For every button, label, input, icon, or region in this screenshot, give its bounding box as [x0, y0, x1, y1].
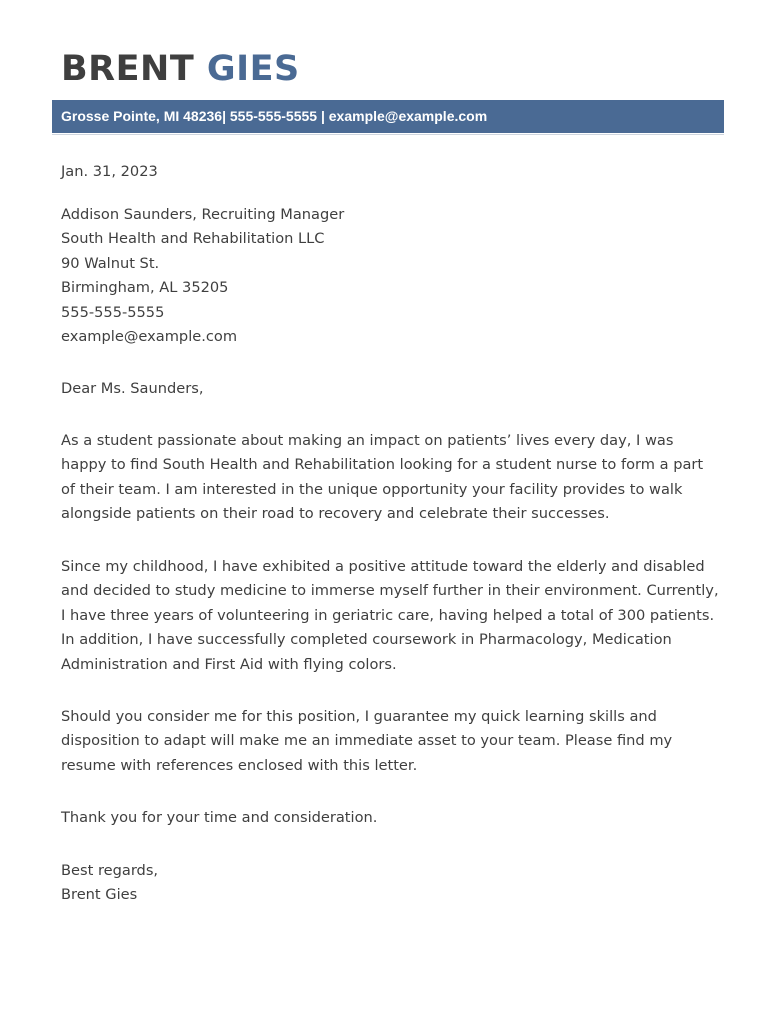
paragraph-line: disposition to adapt will make me an immediate asset to your team. Please find my	[61, 732, 673, 750]
paragraph-line: As a student passionate about making an impact on patients’ lives every day, I was	[61, 432, 674, 449]
applicant-name	[61, 47, 300, 91]
paragraph-line: happy to find South Health and Rehabilitation looking for a student nurse to form a part	[61, 456, 704, 474]
closing-phrase: Best regards,	[61, 862, 159, 879]
applicant-last-name: GIES	[206, 49, 300, 89]
paragraph-line: Should you consider me for this position, I guarantee my quick learning skills and	[61, 708, 657, 725]
body-paragraph-3	[61, 705, 731, 778]
contact-info-bar: Grosse Pointe, MI 48236| 555-555-5555 | example@example.com	[52, 100, 724, 133]
recipient-address-block	[61, 203, 731, 349]
paragraph-line: and decided to study medicine to immerse myself further in their environment. Currently,	[61, 582, 719, 600]
closing-block	[61, 859, 731, 908]
applicant-first-name: BRENT	[61, 49, 195, 89]
salutation: Dear Ms. Saunders,	[61, 380, 204, 397]
paragraph-line: of their team. I am interested in the unique opportunity your facility provides to walk	[61, 480, 683, 498]
paragraph-line: Administration and First Aid with flying colors.	[61, 655, 397, 673]
paragraph-line: In addition, I have successfully completed coursework in Pharmacology, Medication	[61, 631, 672, 649]
paragraph-line: I have three years of volunteering in geriatric care, having helped a total of 300 patients.	[61, 606, 715, 624]
body-paragraph-2	[61, 555, 731, 677]
paragraph-line: resume with references enclosed with this letter.	[61, 756, 418, 774]
signature-name: Brent Gies	[61, 886, 138, 904]
recipient-name-title: Addison Saunders, Recruiting Manager	[61, 206, 345, 223]
recipient-street: 90 Walnut St.	[61, 254, 160, 272]
letter-date: Jan. 31, 2023	[61, 163, 158, 180]
recipient-email: example@example.com	[61, 328, 238, 346]
paragraph-line: alongside patients on their road to recovery and celebrate their successes.	[61, 505, 610, 523]
recipient-phone: 555-555-5555	[61, 303, 165, 321]
recipient-company: South Health and Rehabilitation LLC	[61, 230, 325, 248]
thank-you-line: Thank you for your time and consideration.	[61, 809, 378, 826]
recipient-city-state-zip: Birmingham, AL 35205	[61, 279, 229, 297]
body-paragraph-1	[61, 429, 731, 527]
paragraph-line: Since my childhood, I have exhibited a positive attitude toward the elderly and disabled	[61, 558, 705, 575]
